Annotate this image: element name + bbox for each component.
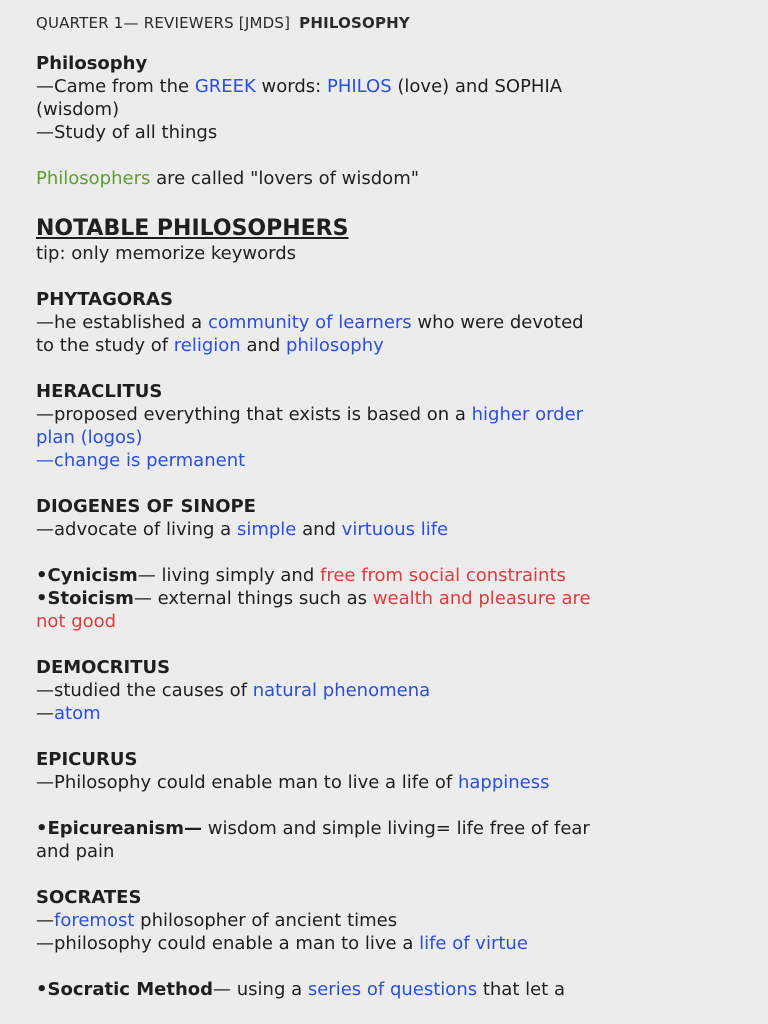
highlight: philosophy [286,335,384,356]
democritus-line-2 [36,702,732,725]
epicureanism-line-2: and pain [36,841,115,862]
highlight: foremost [54,910,135,931]
epicurus-line-1 [36,771,732,794]
highlight: change is permanent [54,450,246,471]
text-span: —proposed everything that exists is based on a [36,404,472,425]
highlight: series of questions [307,979,478,1000]
stoicism-line-2: not good [36,611,117,632]
intro-line-4 [36,167,732,190]
term-epicureanism: •Epicureanism— [36,818,203,839]
highlight: simple [236,519,297,540]
header-subject: PHILOSOPHY [299,14,410,32]
socrates-line-1 [36,909,732,932]
term-cynicism: •Cynicism [36,565,138,586]
heraclitus-line-3 [36,449,732,472]
text-span: —Philosophy could enable man to live a life of [36,772,458,793]
philosopher-name-diogenes: DIOGENES OF SINOPE [36,496,256,517]
highlight-philosophers: Philosophers [36,168,151,189]
intro-line-3: —Study of all things [36,122,218,143]
highlight: life of virtue [419,933,528,954]
socratic-method-line [36,978,732,1001]
democritus-line-1 [36,679,732,702]
philosopher-name-epicurus: EPICURUS [36,749,138,770]
term-socratic-method: •Socratic Method [36,979,214,1000]
text-span: — living simply and [137,565,320,586]
text-span: who were devoted [411,312,584,333]
philosopher-name-phytagoras: PHYTAGORAS [36,289,173,310]
highlight: religion [173,335,241,356]
text-span: — [36,910,54,931]
cynicism-line [36,564,732,587]
term-stoicism: •Stoicism [36,588,134,609]
text-span: words: [255,76,327,97]
intro-line-2: (wisdom) [36,99,120,120]
text-span: — [36,703,54,724]
highlight: virtuous life [341,519,449,540]
highlight: happiness [457,772,550,793]
socrates-line-2 [36,932,732,955]
philosopher-name-heraclitus: HERACLITUS [36,381,163,402]
intro-title: Philosophy [36,53,148,74]
heraclitus-line-1 [36,403,732,426]
text-span: philosopher of ancient times [134,910,398,931]
text-span: —Came from the [36,76,195,97]
header-prefix: QUARTER 1— REVIEWERS [JMDS] [36,14,291,32]
intro-line-1 [36,75,732,98]
highlight: natural phenomena [252,680,431,701]
highlight-philos: PHILOS [326,76,392,97]
tip-line: tip: only memorize keywords [36,243,296,264]
highlight-greek: GREEK [194,76,256,97]
text-span: wisdom and simple living= life free of fear [202,818,590,839]
heraclitus-line-2: plan (logos) [36,427,143,448]
text-span: that let a [477,979,565,1000]
section-title-notable: NOTABLE PHILOSOPHERS [36,216,349,241]
text-span: —studied the causes of [36,680,253,701]
text-span: are called "lovers of wisdom" [150,168,420,189]
phytagoras-line-2 [36,334,732,357]
philosopher-name-democritus: DEMOCRITUS [36,657,171,678]
highlight-red: wealth and pleasure are [372,588,591,609]
highlight: community of learners [207,312,412,333]
document-header [36,12,732,34]
text-span: to the study of [36,335,174,356]
highlight-red: free from social constraints [319,565,566,586]
text-span: (love) and SOPHIA [391,76,563,97]
text-span: — [36,450,54,471]
text-span: —advocate of living a [36,519,237,540]
highlight: atom [54,703,101,724]
philosopher-name-socrates: SOCRATES [36,887,142,908]
text-span: —he established a [36,312,208,333]
highlight: higher order [471,404,584,425]
stoicism-line [36,587,732,610]
diogenes-line-1 [36,518,732,541]
text-span: — using a [213,979,308,1000]
phytagoras-line-1 [36,311,732,334]
text-span: and [240,335,287,356]
text-span: —philosophy could enable a man to live a [36,933,420,954]
text-span: and [296,519,342,540]
text-span: — external things such as [133,588,373,609]
epicureanism-line [36,817,732,840]
